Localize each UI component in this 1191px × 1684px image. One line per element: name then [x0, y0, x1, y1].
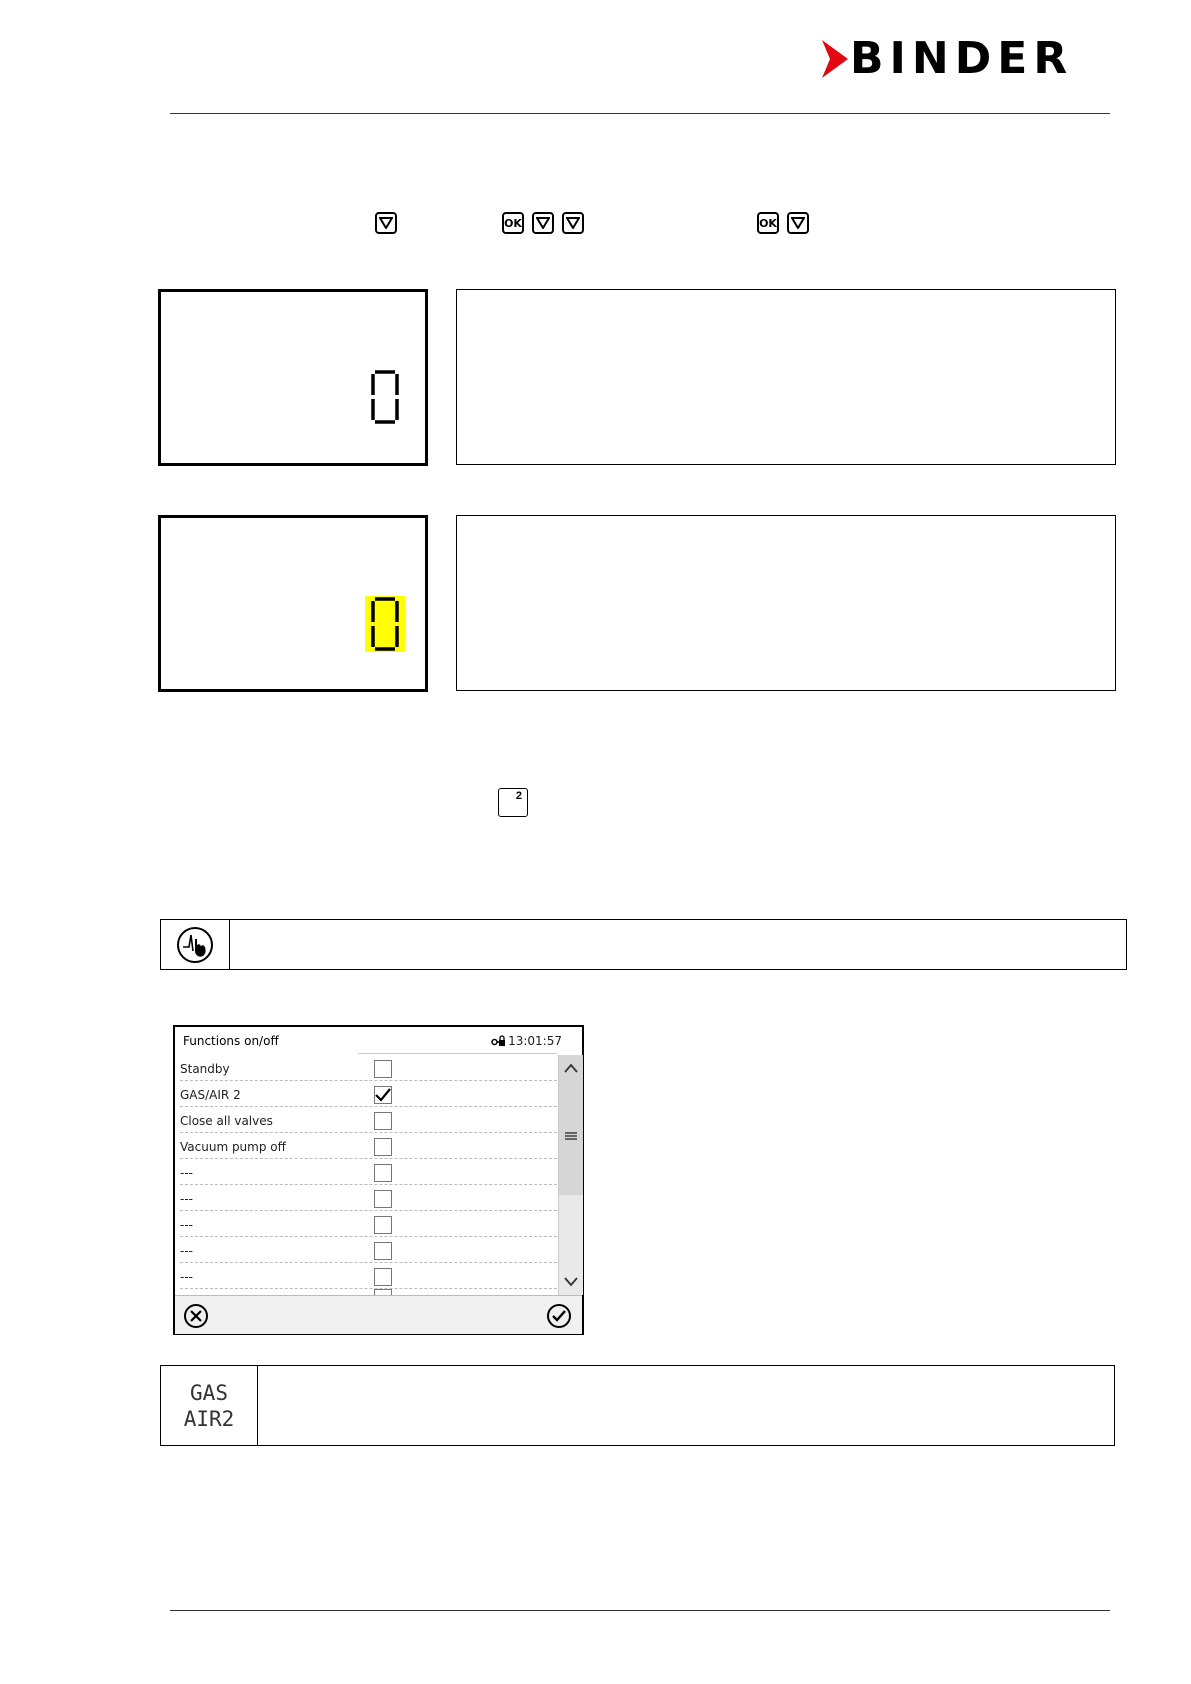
gas-air2-note — [160, 1365, 1115, 1446]
screen-header — [175, 1027, 582, 1053]
header-rule — [170, 113, 1110, 114]
gas-air2-icon — [161, 1366, 258, 1445]
item-checkbox-checked[interactable] — [374, 1086, 392, 1104]
list-item[interactable] — [175, 1263, 557, 1289]
ok-key-icon: OK — [502, 212, 524, 234]
lcd-digit-top — [371, 370, 399, 424]
item-checkbox[interactable] — [374, 1112, 392, 1130]
screen-title: Functions on/off — [183, 1034, 279, 1048]
item-checkbox[interactable] — [374, 1216, 392, 1234]
scroll-up-icon[interactable] — [564, 1063, 578, 1073]
item-label: Vacuum pump off — [180, 1140, 286, 1154]
touch-note-icon-cell — [161, 920, 230, 969]
list-item[interactable] — [175, 1185, 557, 1211]
brand-name: BINDER — [850, 33, 1074, 84]
binder-logo — [820, 33, 1074, 84]
scroll-down-icon[interactable] — [564, 1277, 578, 1287]
item-checkbox[interactable] — [374, 1138, 392, 1156]
down-arrow-key-icon — [375, 212, 397, 234]
lcd-digit-bottom — [371, 597, 399, 651]
item-label: --- — [180, 1244, 193, 1258]
logo-mark-icon — [820, 38, 850, 80]
header-divider — [358, 1053, 557, 1054]
list-item[interactable] — [175, 1133, 557, 1159]
item-checkbox[interactable] — [374, 1164, 392, 1182]
list-item[interactable] — [175, 1211, 557, 1237]
item-label: Close all valves — [180, 1114, 273, 1128]
footer-rule — [170, 1610, 1110, 1611]
scroll-thumb[interactable] — [559, 1055, 583, 1195]
gas-air2-icon-line2: AIR2 — [183, 1406, 235, 1431]
gas-air2-note-text — [258, 1366, 1114, 1445]
screen-footer — [175, 1295, 582, 1334]
functions-screen — [173, 1025, 584, 1335]
screen-time — [491, 1034, 562, 1048]
item-checkbox[interactable] — [374, 1242, 392, 1260]
item-checkbox[interactable] — [374, 1060, 392, 1078]
lcd-display-top — [158, 289, 428, 466]
touch-note — [160, 919, 1127, 970]
item-checkbox[interactable] — [374, 1190, 392, 1208]
list-item[interactable] — [175, 1055, 557, 1081]
superscript-key-icon — [498, 788, 528, 817]
ok-key-icon: OK — [757, 212, 779, 234]
item-label: --- — [180, 1218, 193, 1232]
down-arrow-key-icon — [562, 212, 584, 234]
item-label: GAS/AIR 2 — [180, 1088, 241, 1102]
item-label: --- — [180, 1270, 193, 1284]
list-item[interactable] — [175, 1237, 557, 1263]
down-arrow-key-icon — [532, 212, 554, 234]
scroll-grip-icon — [565, 1131, 577, 1141]
confirm-icon[interactable] — [546, 1303, 572, 1329]
superscript-key-label: 2 — [515, 790, 522, 802]
lock-key-icon — [491, 1035, 505, 1047]
list-item[interactable] — [175, 1081, 557, 1107]
item-checkbox[interactable] — [374, 1268, 392, 1286]
screen-time-value: 13:01:57 — [508, 1034, 562, 1048]
list-item[interactable] — [175, 1159, 557, 1185]
lcd-display-bottom — [158, 515, 428, 692]
touch-hand-icon — [175, 925, 215, 965]
description-box-bottom — [456, 515, 1116, 691]
touch-note-text — [230, 920, 1126, 969]
scrollbar[interactable] — [558, 1055, 583, 1295]
item-label: --- — [180, 1192, 193, 1206]
check-icon — [374, 1086, 392, 1104]
cancel-icon[interactable] — [183, 1303, 209, 1329]
gas-air2-icon-line1: GAS — [190, 1380, 228, 1405]
item-label: --- — [180, 1166, 193, 1180]
description-box-top — [456, 289, 1116, 465]
list-item[interactable] — [175, 1107, 557, 1133]
down-arrow-key-icon — [787, 212, 809, 234]
item-label: Standby — [180, 1062, 230, 1076]
